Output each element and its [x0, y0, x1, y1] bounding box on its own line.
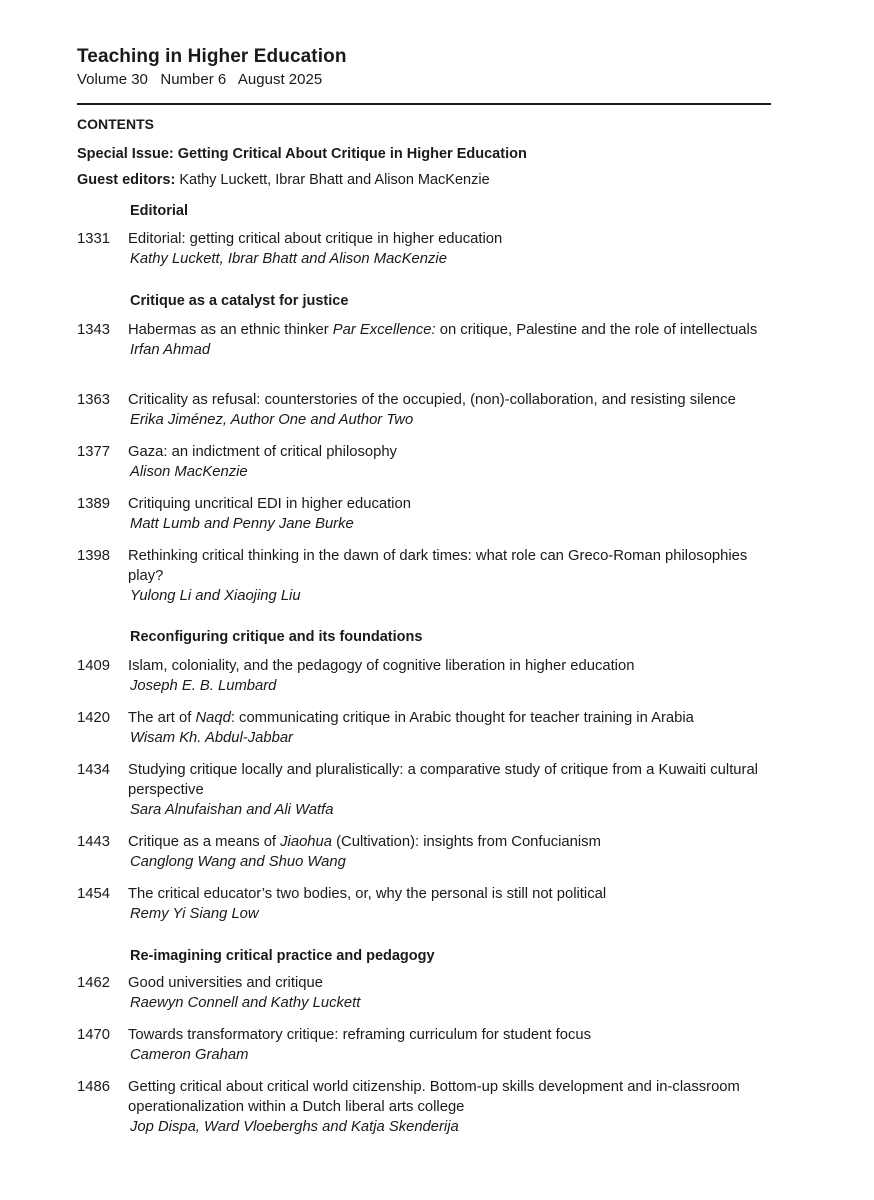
page-number: 1454 — [77, 886, 110, 902]
section-heading-pedagogy: Re-imagining critical practice and pedagogy — [130, 948, 435, 964]
article-authors: Jop Dispa, Ward Vloeberghs and Katja Skenderija — [130, 1119, 459, 1135]
title-segment: Par Excellence: — [332, 322, 436, 338]
page-number: 1486 — [77, 1079, 110, 1095]
page-number: 1443 — [77, 834, 110, 850]
article-authors: Sara Alnufaishan and Ali Watfa — [130, 802, 334, 818]
title-segment: The art of — [128, 710, 196, 726]
article-title[interactable] — [128, 442, 778, 462]
article-authors: Kathy Luckett, Ibrar Bhatt and Alison MacKenzie — [130, 251, 447, 267]
guest-editors — [77, 172, 490, 188]
article-title[interactable] — [128, 546, 778, 586]
special-issue-title: Special Issue: Getting Critical About Critique in Higher Education — [77, 146, 527, 162]
page-number: 1331 — [77, 231, 110, 247]
article-title[interactable] — [128, 1025, 778, 1045]
article-title[interactable] — [128, 973, 778, 993]
title-segment: Islam, coloniality, and the pedagogy of cognitive liberation in higher education — [128, 658, 635, 674]
article-authors: Irfan Ahmad — [130, 342, 211, 358]
article-title[interactable] — [128, 390, 778, 410]
page-number: 1409 — [77, 658, 110, 674]
article-authors: Erika Jiménez, Author One and Author Two — [130, 412, 414, 428]
title-segment: Critique as a means of — [128, 834, 281, 850]
article-title[interactable] — [128, 494, 778, 514]
page-number: 1377 — [77, 444, 110, 460]
title-segment: Gaza: an indictment of critical philosophy — [128, 444, 397, 460]
page-number: 1420 — [77, 710, 110, 726]
page-number: 1389 — [77, 496, 110, 512]
article-title[interactable] — [128, 708, 778, 728]
title-segment: Critiquing uncritical EDI in higher education — [128, 496, 411, 512]
article-title[interactable] — [128, 760, 778, 800]
title-segment: The critical educator’s two bodies, or, why the personal is still not political — [128, 886, 607, 902]
header-divider — [77, 103, 771, 105]
page-number: 1462 — [77, 975, 110, 991]
section-heading-foundations: Reconfiguring critique and its foundations — [130, 629, 423, 645]
title-segment: Habermas as an ethnic thinker — [128, 322, 333, 338]
guest-editors-label: Guest editors: — [77, 172, 176, 188]
page-number: 1343 — [77, 322, 110, 338]
title-segment: Editorial: getting critical about critique in higher education — [128, 231, 503, 247]
title-segment: Naqd — [195, 710, 231, 726]
article-authors: Yulong Li and Xiaojing Liu — [130, 588, 301, 604]
title-segment: Studying critique locally and pluralistically: a comparative study of critique from a Kuwaiti cultural perspective — [128, 762, 758, 798]
title-segment: (Cultivation): insights from Confucianism — [332, 834, 601, 850]
page-number: 1470 — [77, 1027, 110, 1043]
journal-title: Teaching in Higher Education — [77, 46, 347, 67]
article-authors: Raewyn Connell and Kathy Luckett — [130, 995, 361, 1011]
title-segment: Rethinking critical thinking in the dawn of dark times: what role can Greco-Roman philosophies play? — [128, 548, 748, 584]
article-title[interactable] — [128, 884, 778, 904]
title-segment: on critique, Palestine and the role of intellectuals — [435, 322, 758, 338]
article-authors: Remy Yi Siang Low — [130, 906, 259, 922]
section-heading-justice: Critique as a catalyst for justice — [130, 293, 349, 309]
article-authors: Canglong Wang and Shuo Wang — [130, 854, 346, 870]
title-segment: Getting critical about critical world citizenship. Bottom-up skills development and in-classroom operationalization within a Dutch liberal arts college — [128, 1079, 740, 1115]
article-authors: Joseph E. B. Lumbard — [130, 678, 277, 694]
article-authors: Matt Lumb and Penny Jane Burke — [130, 516, 354, 532]
article-authors: Alison MacKenzie — [130, 464, 248, 480]
guest-editors-names: Kathy Luckett, Ibrar Bhatt and Alison MacKenzie — [179, 172, 490, 188]
article-title[interactable] — [128, 832, 778, 852]
section-heading-editorial: Editorial — [130, 203, 189, 219]
article-title[interactable] — [128, 1077, 778, 1117]
page-number: 1363 — [77, 392, 110, 408]
article-title[interactable] — [128, 320, 778, 340]
article-authors: Wisam Kh. Abdul-Jabbar — [130, 730, 293, 746]
article-title[interactable] — [128, 656, 778, 676]
journal-issue-info: Volume 30 Number 6 August 2025 — [77, 71, 323, 88]
title-segment: Towards transformatory critique: reframing curriculum for student focus — [128, 1027, 591, 1043]
title-segment: : communicating critique in Arabic thought for teacher training in Arabia — [230, 710, 694, 726]
title-segment: Jiaohua — [280, 834, 332, 850]
title-segment: Criticality as refusal: counterstories of the occupied, (non)-collaboration, and resisting silence — [128, 392, 736, 408]
contents-heading: CONTENTS — [77, 116, 154, 132]
article-title[interactable] — [128, 229, 778, 249]
page-number: 1434 — [77, 762, 110, 778]
page-number: 1398 — [77, 548, 110, 564]
title-segment: Good universities and critique — [128, 975, 323, 991]
article-authors: Cameron Graham — [130, 1047, 249, 1063]
